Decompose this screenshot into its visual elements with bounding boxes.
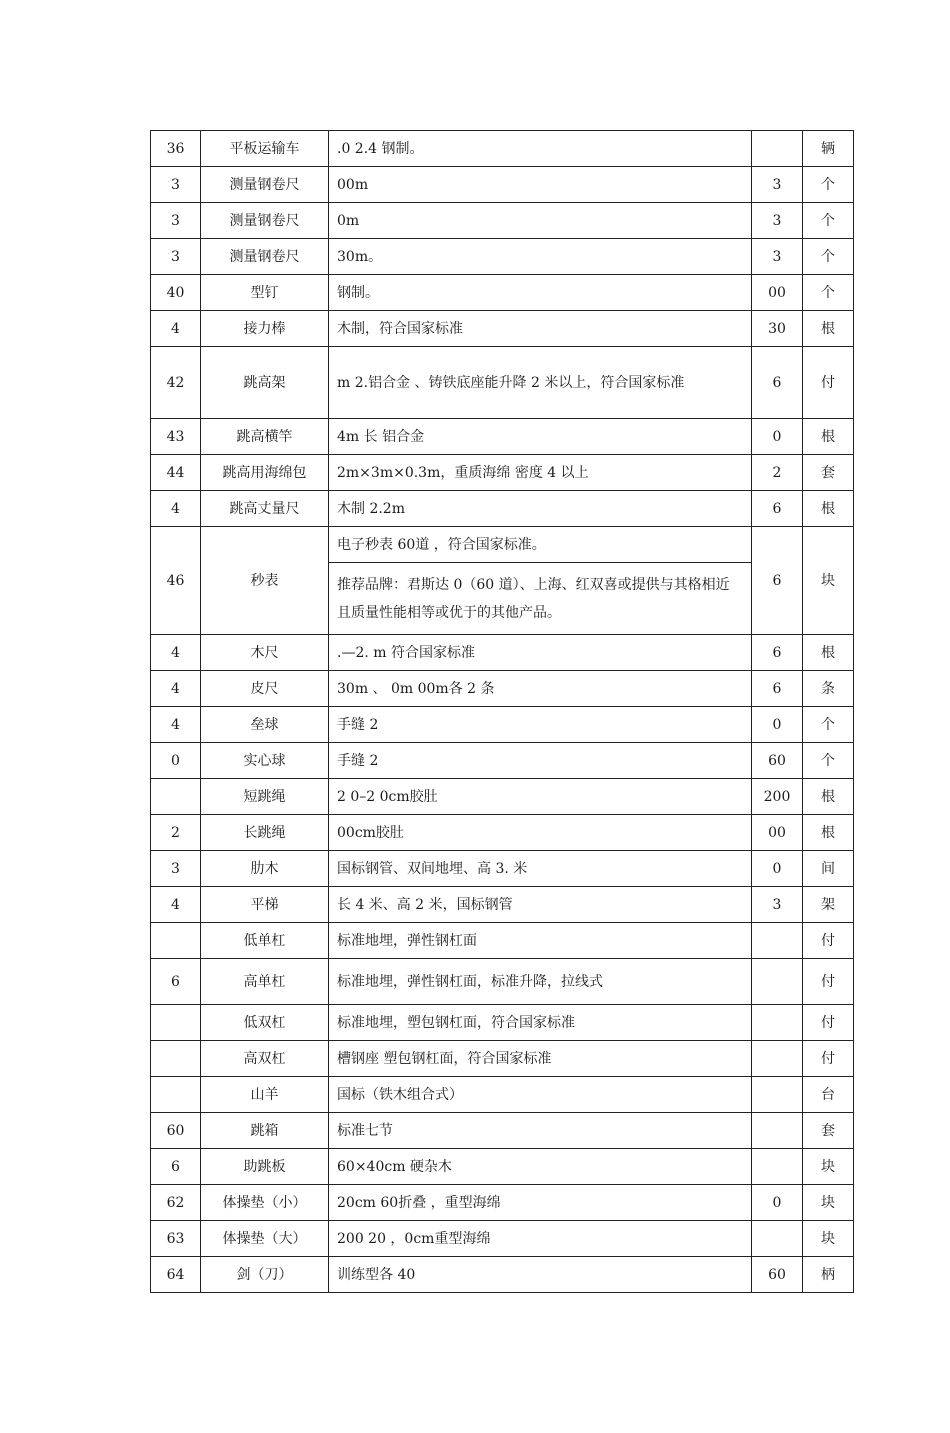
item-quantity: 0: [752, 851, 803, 887]
item-spec: 30m 、 0m 00m各 2 条: [329, 671, 752, 707]
table-row: [151, 779, 854, 815]
item-name: 木尺: [201, 635, 329, 671]
item-quantity: 60: [752, 1257, 803, 1293]
item-unit: 个: [803, 167, 854, 203]
table-row: [151, 707, 854, 743]
row-number: [151, 1041, 201, 1077]
row-number: 43: [151, 419, 201, 455]
item-name: 跳高横竿: [201, 419, 329, 455]
item-spec: 国标钢管、双间地埋、高 3. 米: [329, 851, 752, 887]
item-unit: 根: [803, 815, 854, 851]
item-name: 体操垫（大）: [201, 1221, 329, 1257]
row-number: 4: [151, 311, 201, 347]
item-quantity: 3: [752, 167, 803, 203]
item-name: 接力棒: [201, 311, 329, 347]
item-name: 跳高用海绵包: [201, 455, 329, 491]
table-row: [151, 1149, 854, 1185]
item-name: 皮尺: [201, 671, 329, 707]
item-quantity: 0: [752, 707, 803, 743]
item-unit: 块: [803, 1149, 854, 1185]
item-spec: .—2. m 符合国家标准: [329, 635, 752, 671]
row-number: 60: [151, 1113, 201, 1149]
table-row: [151, 851, 854, 887]
item-spec: m 2.铝合金 、铸铁底座能升降 2 米以上，符合国家标准: [329, 347, 752, 419]
table-row: [151, 527, 854, 563]
item-quantity: 3: [752, 203, 803, 239]
item-spec: 木制，符合国家标准: [329, 311, 752, 347]
row-number: 4: [151, 887, 201, 923]
row-number: 62: [151, 1185, 201, 1221]
item-unit: 套: [803, 1113, 854, 1149]
item-spec: 电子秒表 60道 ，符合国家标准。: [329, 527, 752, 563]
item-name: 跳箱: [201, 1113, 329, 1149]
item-quantity: 60: [752, 743, 803, 779]
item-name: 实心球: [201, 743, 329, 779]
item-quantity: [752, 131, 803, 167]
item-unit: 根: [803, 779, 854, 815]
item-spec: 标准地埋，弹性钢杠面: [329, 923, 752, 959]
item-quantity: [752, 923, 803, 959]
item-quantity: 00: [752, 275, 803, 311]
item-spec: 国标（铁木组合式）: [329, 1077, 752, 1113]
item-spec-note: 推荐品牌：君斯达 0（60 道）、上海、红双喜或提供与其格相近且质量性能相等或优于的其他产品。: [329, 563, 752, 635]
item-unit: 付: [803, 1041, 854, 1077]
item-quantity: [752, 1149, 803, 1185]
item-name: 山羊: [201, 1077, 329, 1113]
item-spec: 00m: [329, 167, 752, 203]
item-name: 剑（刀）: [201, 1257, 329, 1293]
row-number: 0: [151, 743, 201, 779]
table-row: [151, 491, 854, 527]
item-name: 短跳绳: [201, 779, 329, 815]
table-row: [151, 1221, 854, 1257]
item-name: 垒球: [201, 707, 329, 743]
row-number: 63: [151, 1221, 201, 1257]
item-name: 助跳板: [201, 1149, 329, 1185]
table-row: [151, 347, 854, 419]
item-spec: 200 20 ，0cm重型海绵: [329, 1221, 752, 1257]
item-name: 型钉: [201, 275, 329, 311]
item-unit: 个: [803, 275, 854, 311]
row-number: 3: [151, 167, 201, 203]
item-spec: 2 0–2 0cm胶肚: [329, 779, 752, 815]
row-number: 44: [151, 455, 201, 491]
item-name: 肋木: [201, 851, 329, 887]
table-row: [151, 887, 854, 923]
table-row: [151, 311, 854, 347]
table-body: [151, 131, 854, 1293]
item-quantity: 2: [752, 455, 803, 491]
item-quantity: [752, 1041, 803, 1077]
item-unit: 根: [803, 635, 854, 671]
item-spec: 钢制。: [329, 275, 752, 311]
item-quantity: [752, 959, 803, 1005]
item-unit: 根: [803, 491, 854, 527]
item-spec: 标准七节: [329, 1113, 752, 1149]
item-unit: 辆: [803, 131, 854, 167]
item-unit: 间: [803, 851, 854, 887]
item-quantity: [752, 1005, 803, 1041]
table-row: [151, 671, 854, 707]
table-row: [151, 203, 854, 239]
item-quantity: [752, 1221, 803, 1257]
row-number: 3: [151, 851, 201, 887]
item-name: 测量钢卷尺: [201, 239, 329, 275]
item-spec: 标准地埋，塑包钢杠面，符合国家标准: [329, 1005, 752, 1041]
item-unit: 架: [803, 887, 854, 923]
item-spec: 00cm胶肚: [329, 815, 752, 851]
item-name: 低双杠: [201, 1005, 329, 1041]
table-row: [151, 1113, 854, 1149]
item-unit: 根: [803, 419, 854, 455]
row-number: 40: [151, 275, 201, 311]
item-quantity: 6: [752, 635, 803, 671]
item-quantity: [752, 1113, 803, 1149]
table-row: [151, 239, 854, 275]
table-row: [151, 743, 854, 779]
table-row: [151, 419, 854, 455]
item-unit: 台: [803, 1077, 854, 1113]
item-quantity: 00: [752, 815, 803, 851]
item-quantity: 0: [752, 1185, 803, 1221]
item-spec: .0 2.4 钢制。: [329, 131, 752, 167]
row-number: [151, 779, 201, 815]
table-row: [151, 1077, 854, 1113]
item-spec: 槽钢座 塑包钢杠面，符合国家标准: [329, 1041, 752, 1077]
item-quantity: 6: [752, 671, 803, 707]
row-number: 2: [151, 815, 201, 851]
item-spec: 0m: [329, 203, 752, 239]
table-row: [151, 1041, 854, 1077]
item-name: 平板运输车: [201, 131, 329, 167]
item-quantity: 6: [752, 347, 803, 419]
item-unit: 块: [803, 1221, 854, 1257]
item-quantity: 6: [752, 527, 803, 635]
table-row: [151, 1257, 854, 1293]
item-quantity: 6: [752, 491, 803, 527]
row-number: 36: [151, 131, 201, 167]
item-unit: 块: [803, 527, 854, 635]
item-quantity: 200: [752, 779, 803, 815]
item-unit: 块: [803, 1185, 854, 1221]
item-spec: 手缝 2: [329, 743, 752, 779]
item-unit: 个: [803, 707, 854, 743]
table-row: [151, 167, 854, 203]
item-name: 长跳绳: [201, 815, 329, 851]
row-number: 4: [151, 707, 201, 743]
row-number: 3: [151, 239, 201, 275]
item-unit: 套: [803, 455, 854, 491]
item-unit: 付: [803, 347, 854, 419]
item-spec: 训练型各 40: [329, 1257, 752, 1293]
table-row: [151, 131, 854, 167]
row-number: 4: [151, 635, 201, 671]
item-spec: 长 4 米、高 2 米，国标钢管: [329, 887, 752, 923]
item-spec: 手缝 2: [329, 707, 752, 743]
item-quantity: 30: [752, 311, 803, 347]
row-number: 42: [151, 347, 201, 419]
item-spec: 木制 2.2m: [329, 491, 752, 527]
row-number: 6: [151, 959, 201, 1005]
item-spec: 60×40cm 硬杂木: [329, 1149, 752, 1185]
row-number: [151, 923, 201, 959]
row-number: [151, 1005, 201, 1041]
row-number: 4: [151, 491, 201, 527]
item-unit: 个: [803, 203, 854, 239]
row-number: 64: [151, 1257, 201, 1293]
item-name: 测量钢卷尺: [201, 203, 329, 239]
item-name: 跳高架: [201, 347, 329, 419]
item-name: 跳高丈量尺: [201, 491, 329, 527]
item-name: 高双杠: [201, 1041, 329, 1077]
item-quantity: [752, 1077, 803, 1113]
item-quantity: 3: [752, 239, 803, 275]
item-name: 低单杠: [201, 923, 329, 959]
table-row: [151, 455, 854, 491]
item-name: 秒表: [201, 527, 329, 635]
table-row: [151, 1185, 854, 1221]
item-unit: 根: [803, 311, 854, 347]
item-spec: 标准地埋，弹性钢杠面，标准升降，拉线式: [329, 959, 752, 1005]
row-number: 4: [151, 671, 201, 707]
item-name: 测量钢卷尺: [201, 167, 329, 203]
item-spec: 20cm 60折叠 ，重型海绵: [329, 1185, 752, 1221]
table-row: [151, 635, 854, 671]
item-spec: 30m。: [329, 239, 752, 275]
table-row: [151, 815, 854, 851]
item-unit: 柄: [803, 1257, 854, 1293]
item-name: 平梯: [201, 887, 329, 923]
item-quantity: 0: [752, 419, 803, 455]
item-quantity: 3: [752, 887, 803, 923]
row-number: 3: [151, 203, 201, 239]
equipment-table: [150, 130, 854, 1293]
item-spec: 4m 长 铝合金: [329, 419, 752, 455]
table-row: [151, 959, 854, 1005]
item-unit: 个: [803, 743, 854, 779]
item-name: 高单杠: [201, 959, 329, 1005]
row-number: 46: [151, 527, 201, 635]
item-unit: 付: [803, 959, 854, 1005]
item-unit: 条: [803, 671, 854, 707]
table-row: [151, 275, 854, 311]
item-name: 体操垫（小）: [201, 1185, 329, 1221]
item-spec: 2m×3m×0.3m，重质海绵 密度 4 以上: [329, 455, 752, 491]
row-number: 6: [151, 1149, 201, 1185]
table-row: [151, 923, 854, 959]
table-row: [151, 1005, 854, 1041]
item-unit: 付: [803, 923, 854, 959]
item-unit: 个: [803, 239, 854, 275]
item-unit: 付: [803, 1005, 854, 1041]
row-number: [151, 1077, 201, 1113]
